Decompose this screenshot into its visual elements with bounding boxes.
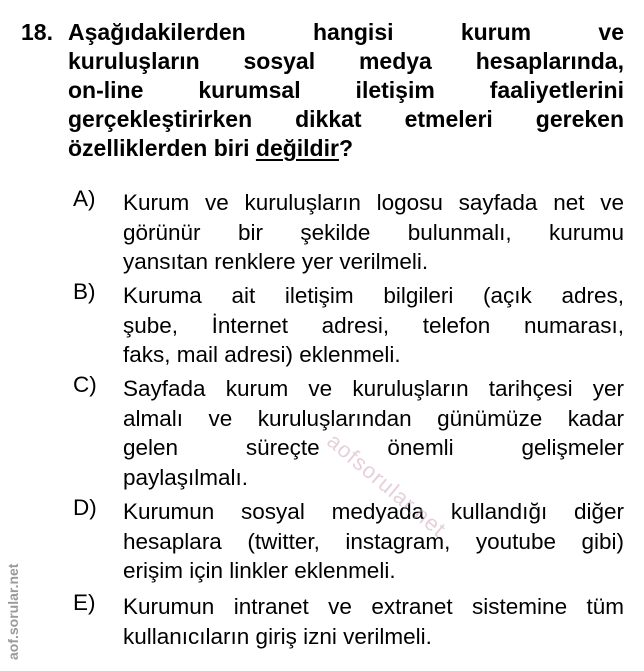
option-text xyxy=(123,497,624,586)
stem-suffix: ? xyxy=(338,135,354,161)
option-text xyxy=(123,188,624,277)
option-line: gelen süreçte önemli gelişmeler xyxy=(123,435,624,460)
option-line: yansıtan renklere yer verilmeli. xyxy=(123,249,429,274)
stem-line: kuruluşların sosyal medya hesaplarında, xyxy=(68,48,624,74)
option-line: faks, mail adresi) eklenmeli. xyxy=(123,342,401,367)
stem-prefix: özelliklerden biri xyxy=(68,135,256,161)
option-label: A) xyxy=(73,186,96,211)
option-line: hesaplara (twitter, instagram, youtube gibi) xyxy=(123,528,624,554)
option-text xyxy=(123,592,624,651)
stem-line: Aşağıdakilerden hangisi kurum ve xyxy=(68,19,624,45)
option-line: şube, İnternet adresi, telefon numarası, xyxy=(123,312,624,338)
option-line: kullanıcıların giriş izni verilmeli. xyxy=(123,623,432,649)
option-label: C) xyxy=(73,372,97,397)
option-line: erişim için linkler eklenmeli. xyxy=(123,558,396,583)
option-line: Sayfada kurum ve kuruluşların tarihçesi yer xyxy=(123,376,624,401)
option-line: almalı ve kuruluşlarından günümüze kadar xyxy=(123,405,624,431)
option-label: E) xyxy=(73,590,96,615)
stem-emphasis: değildir xyxy=(255,135,339,161)
option-line: görünür bir şekilde bulunmalı, kurumu xyxy=(123,219,624,245)
question-number: 18. xyxy=(21,19,53,45)
option-line: Kurumun sosyal medyada kullandığı diğer xyxy=(123,499,624,524)
option-line: Kuruma ait iletişim bilgileri (açık adres, xyxy=(123,283,624,308)
side-watermark: aof.sorular.net xyxy=(5,563,21,660)
option-line: Kurum ve kuruluşların logosu sayfada net ve xyxy=(123,190,624,215)
option-line: Kurumun intranet ve extranet sistemine tüm xyxy=(123,594,624,619)
stem-line xyxy=(68,134,624,163)
option-label: D) xyxy=(73,495,97,520)
option-label: B) xyxy=(73,279,96,304)
question-stem xyxy=(68,18,624,163)
option-text xyxy=(123,281,624,370)
diagonal-watermark: aofsorular.net xyxy=(322,428,452,542)
stem-line: on-line kurumsal iletişim faaliyetlerini xyxy=(68,77,624,103)
option-line: paylaşılmalı. xyxy=(123,464,249,490)
stem-line: gerçekleştirirken dikkat etmeleri gereken xyxy=(68,106,624,132)
